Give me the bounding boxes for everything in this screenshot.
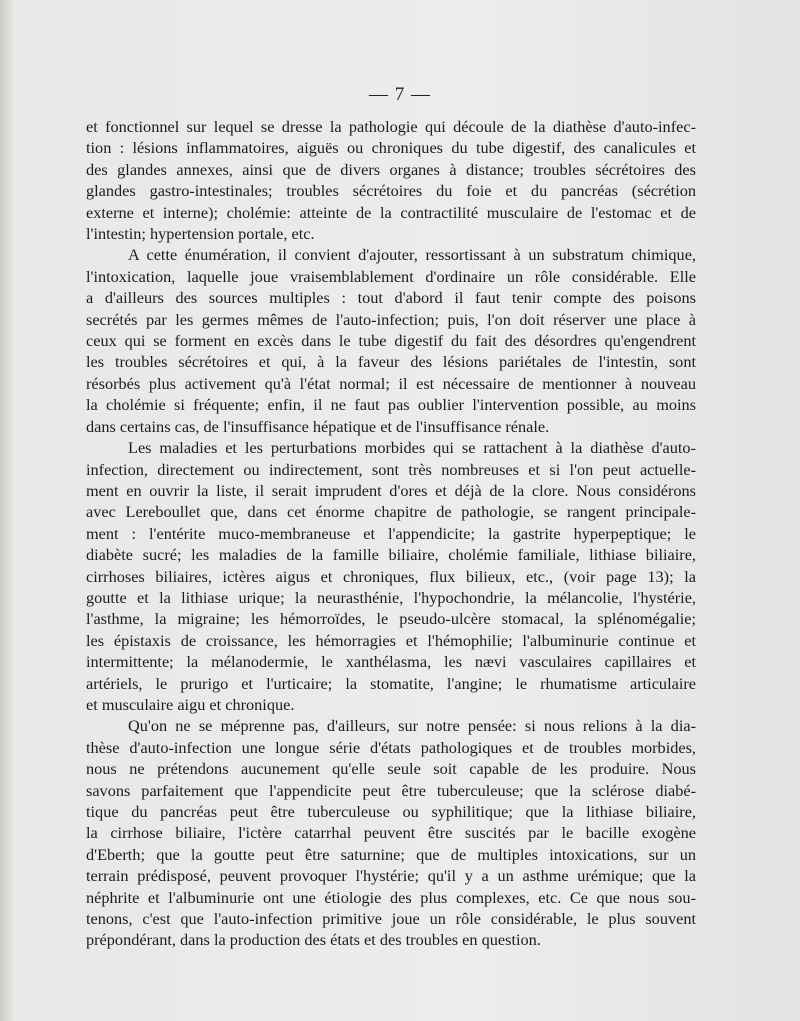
text-line: l'intoxication, laquelle joue vraisemblablement d'ordinaire un rôle considérable. Elle bbox=[86, 266, 696, 286]
page-body bbox=[86, 116, 696, 951]
text-line: nous ne prétendons aucunement qu'elle seule soit capable de les produire. Nous bbox=[86, 759, 696, 779]
text-line: tion : lésions inflammatoires, aiguës ou chroniques du tube digestif, des canalicules et bbox=[86, 138, 696, 158]
text-line: ment : l'entérite muco-membraneuse et l'appendicite; la gastrite hyperpeptique; le bbox=[86, 523, 696, 543]
text-line: artériels, le prurigo et l'urticaire; la stomatite, l'angine; le rhumatisme articulaire bbox=[86, 673, 696, 693]
text-line: dans certains cas, de l'insuffisance hépatique et de l'insuffisance rénale. bbox=[86, 416, 550, 436]
paragraph-4 bbox=[86, 715, 696, 950]
text-line: des glandes annexes, ainsi que de divers organes à distance; troubles sécrétoires des bbox=[86, 159, 696, 179]
text-line: les troubles sécrétoires et qui, à la faveur des lésions pariétales de l'intestin, sont bbox=[86, 352, 696, 372]
text-line: a d'ailleurs des sources multiples : tout d'abord il faut tenir compte des poisons bbox=[86, 288, 696, 308]
text-line: résorbés plus activement qu'à l'état normal; il est nécessaire de mentionner à nouveau bbox=[86, 373, 696, 393]
text-line: et musculaire aigu et chronique. bbox=[86, 694, 295, 714]
text-line: l'intestin; hypertension portale, etc. bbox=[86, 224, 315, 244]
text-line: la cholémie si fréquente; enfin, il ne faut pas oublier l'intervention possible, au moins bbox=[86, 395, 696, 415]
text-line: et fonctionnel sur lequel se dresse la pathologie qui découle de la diathèse d'auto-infec- bbox=[86, 117, 696, 136]
text-line: intermittente; la mélanodermie, le xanthélasma, les nævi vasculaires capillaires et bbox=[86, 652, 696, 672]
paragraph-1 bbox=[86, 116, 696, 244]
paragraph-3 bbox=[86, 437, 696, 715]
text-line: l'asthme, la migraine; les hémorroïdes, le pseudo-ulcère stomacal, la splénomégalie; bbox=[86, 609, 696, 629]
text-line: ment en ouvrir la liste, il serait imprudent d'ores et déjà de la clore. Nous considérons bbox=[86, 480, 696, 500]
text-line: externe et interne); cholémie: atteinte de la contractilité musculaire de l'estomac et de bbox=[86, 202, 696, 222]
text-line: Les maladies et les perturbations morbides qui se rattachent à la diathèse d'auto- bbox=[128, 438, 696, 458]
text-line: infection, directement ou indirectement, sont très nombreuses et si l'on peut actuelle- bbox=[86, 459, 696, 479]
text-line: tique du pancréas peut être tuberculeuse ou syphilitique; que la lithiase biliaire, bbox=[86, 802, 696, 821]
page-number: — 7 — bbox=[369, 84, 431, 105]
paragraph-2 bbox=[86, 244, 696, 437]
text-line: d'Eberth; que la goutte peut être saturnine; que de multiples intoxications, sur un bbox=[86, 844, 696, 864]
text-line: diabète sucré; les maladies de la famille biliaire, cholémie familiale, lithiase biliaire, bbox=[86, 545, 696, 565]
text-line: Qu'on ne se méprenne pas, d'ailleurs, sur notre pensée: si nous relions à la dia- bbox=[128, 716, 696, 736]
text-line: prépondérant, dans la production des états et des troubles en question. bbox=[86, 930, 541, 950]
text-line: les épistaxis de croissance, les hémorragies et l'hémophilie; l'albuminurie continue et bbox=[86, 630, 696, 650]
text-line: secrétés par les germes mêmes de l'auto-infection; puis, l'on doit réserver une place à bbox=[86, 309, 696, 329]
text-line: tenons, c'est que l'auto-infection primitive joue un rôle considérable, le plus souvent bbox=[86, 909, 696, 929]
text-line: savons parfaitement que l'appendicite peut être tuberculeuse; que la sclérose diabé- bbox=[86, 780, 696, 800]
text-line: thèse d'auto-infection une longue série d'états pathologiques et de troubles morbides, bbox=[86, 737, 696, 757]
text-line: néphrite et l'albuminurie ont une étiologie des plus complexes, etc. Ce que nous sou- bbox=[86, 887, 696, 907]
text-line: goutte et la lithiase urique; la neurasthénie, l'hypochondrie, la mélancolie, l'hystérie, bbox=[86, 587, 696, 607]
text-line: la cirrhose biliaire, l'ictère catarrhal peuvent être suscités par le bacille exogène bbox=[86, 823, 696, 843]
text-line: glandes gastro-intestinales; troubles sécrétoires du foie et du pancréas (sécrétion bbox=[86, 181, 696, 201]
text-line: A cette énumération, il convient d'ajouter, ressortissant à un substratum chimique, bbox=[128, 245, 696, 265]
text-line: avec Lereboullet que, dans cet énorme chapitre de pathologie, se rangent principale- bbox=[86, 502, 696, 522]
text-line: ceux qui se forment en excès dans le tube digestif du fait des désordres qu'engendrent bbox=[86, 331, 696, 351]
text-line: cirrhoses biliaires, ictères aigus et chroniques, flux bilieux, etc., (voir page 13); la bbox=[86, 566, 696, 586]
text-line: terrain prédisposé, peuvent provoquer l'hystérie; qu'il y a un asthme urémique; que la bbox=[86, 866, 696, 886]
